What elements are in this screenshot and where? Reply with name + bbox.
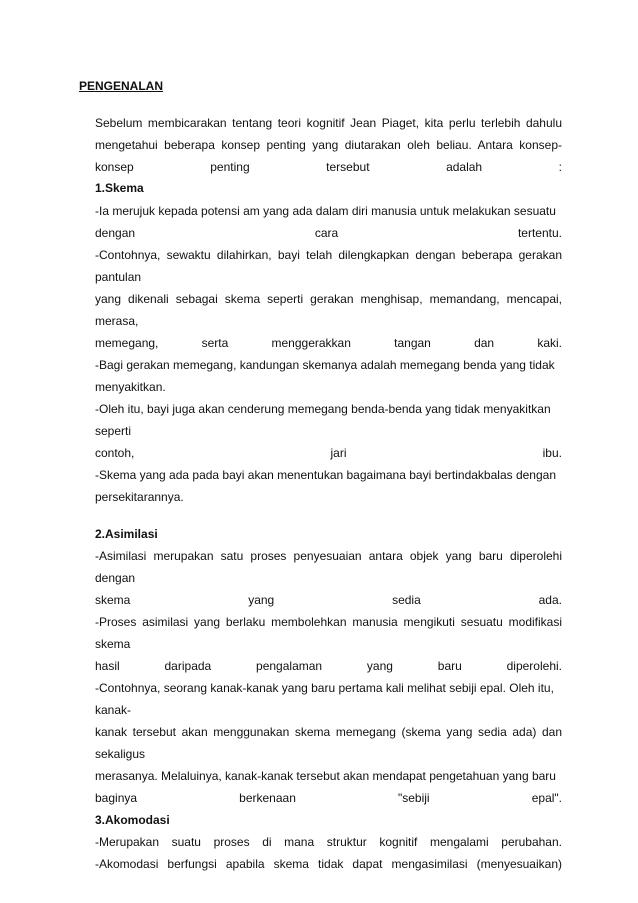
paragraph-line: kanak- [95, 703, 132, 717]
paragraph-line: -Merupakan suatu proses di mana struktur kognitif mengalami perubahan. [95, 835, 562, 849]
paragraph-line: merasanya. Melaluinya, kanak-kanak tersebut akan mendapat pengetahuan yang baru [95, 769, 556, 783]
subheading-skema: 1.Skema [95, 181, 144, 195]
subheading-akomodasi: 3.Akomodasi [95, 813, 170, 827]
paragraph-line: -Ia merujuk kepada potensi am yang ada dalam diri manusia untuk melakukan sesuatu [95, 204, 556, 218]
paragraph-line: -Proses asimilasi yang berlaku membolehkan manusia mengikuti sesuatu modifikasi [95, 615, 562, 629]
section-heading: PENGENALAN [79, 79, 164, 93]
paragraph-line: -Akomodasi berfungsi apabila skema tidak dapat mengasimilasi (menyesuaikan) [95, 857, 562, 871]
paragraph-line: merasa, [95, 314, 139, 328]
paragraph-line: mengetahui beberapa konsep penting yang diutarakan oleh beliau. Antara konsep- [95, 138, 562, 152]
paragraph-line: memegang, serta menggerakkan tangan dan kaki. [95, 336, 562, 350]
paragraph-line: dengan cara tertentu. [95, 226, 562, 240]
paragraph-line: konsep penting tersebut adalah : [95, 160, 562, 174]
paragraph-line: -Contohnya, seorang kanak-kanak yang baru pertama kali melihat sebiji epal. Oleh itu, [95, 681, 554, 695]
paragraph-line: pantulan [95, 270, 142, 284]
subheading-asimilasi: 2.Asimilasi [95, 527, 158, 541]
paragraph-line: -Skema yang ada pada bayi akan menentukan bagaimana bayi bertindakbalas dengan [95, 468, 556, 482]
paragraph-line: dengan [95, 571, 136, 585]
paragraph-line: persekitarannya. [95, 490, 184, 504]
paragraph-line: -Asimilasi merupakan satu proses penyesuaian antara objek yang baru diperolehi [95, 549, 562, 563]
paragraph-line: yang dikenali sebagai skema seperti gerakan menghisap, memandang, mencapai, [95, 292, 562, 306]
paragraph-line: skema [95, 637, 131, 651]
paragraph-line: seperti [95, 424, 132, 438]
paragraph-line: -Oleh itu, bayi juga akan cenderung memegang benda-benda yang tidak menyakitkan [95, 402, 551, 416]
paragraph-line: menyakitkan. [95, 380, 166, 394]
paragraph-line: contoh, jari ibu. [95, 446, 562, 460]
paragraph-line: baginya berkenaan "sebiji epal". [95, 791, 562, 805]
paragraph-line: hasil daripada pengalaman yang baru diperolehi. [95, 659, 562, 673]
paragraph-line: kanak tersebut akan menggunakan skema memegang (skema yang sedia ada) dan [95, 725, 562, 739]
paragraph-line: Sebelum membicarakan tentang teori kognitif Jean Piaget, kita perlu terlebih dahulu [95, 116, 562, 130]
paragraph-line: -Contohnya, sewaktu dilahirkan, bayi telah dilengkapkan dengan beberapa gerakan [95, 248, 562, 262]
paragraph-line: sekaligus [95, 747, 146, 761]
paragraph-line: -Bagi gerakan memegang, kandungan skemanya adalah memegang benda yang tidak [95, 358, 555, 372]
paragraph-line: skema yang sedia ada. [95, 593, 562, 607]
